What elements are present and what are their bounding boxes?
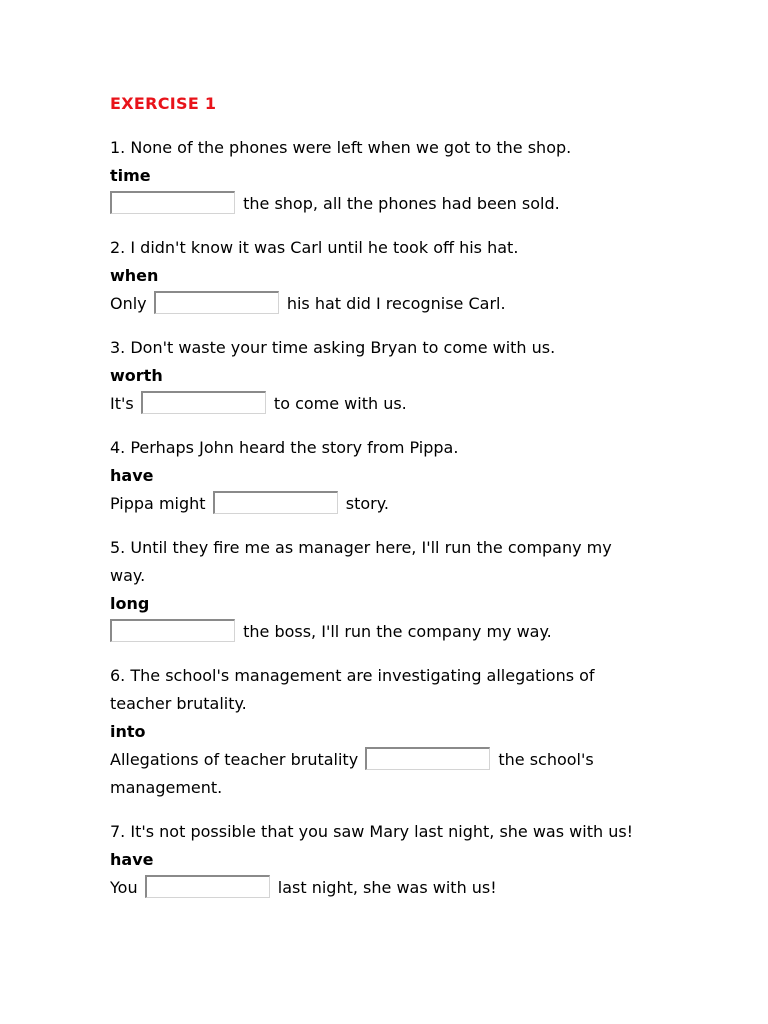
answer-after-text: story. [345,494,389,513]
answer-before-text: Pippa might [110,494,206,513]
question-1 [110,134,710,218]
question-2 [110,234,710,318]
answer-line [110,618,710,646]
question-prompt: 2. I didn't know it was Carl until he took off his hat. [110,238,519,257]
answer-input-4[interactable] [213,491,338,514]
question-4 [110,434,710,518]
question-keyword: long [110,594,150,613]
answer-input-3[interactable] [141,391,266,414]
answer-input-6[interactable] [365,747,490,770]
answer-after-text: his hat did I recognise Carl. [286,294,506,313]
answer-line [110,746,630,802]
answer-input-5[interactable] [110,619,235,642]
question-prompt: 7. It's not possible that you saw Mary last night, she was with us! [110,822,634,841]
exercise-page [110,90,710,918]
question-5 [110,534,710,646]
question-keyword: have [110,850,154,869]
answer-line [110,874,710,902]
question-keyword: into [110,722,146,741]
answer-line [110,490,710,518]
question-3 [110,334,710,418]
answer-input-1[interactable] [110,191,235,214]
answer-input-2[interactable] [154,291,279,314]
question-6 [110,662,710,802]
exercise-title: EXERCISE 1 [110,94,217,113]
question-7 [110,818,710,902]
answer-before-text: Only [110,294,147,313]
answer-line [110,390,710,418]
question-keyword: have [110,466,154,485]
question-prompt: 6. The school's management are investigating allegations of teacher brutality. [110,666,595,713]
answer-line [110,290,710,318]
answer-after-text: to come with us. [273,394,407,413]
answer-input-7[interactable] [145,875,270,898]
answer-line [110,190,710,218]
answer-before-text: It's [110,394,134,413]
answer-after-text: last night, she was with us! [277,878,497,897]
answer-before-text: Allegations of teacher brutality [110,750,359,769]
question-prompt: 5. Until they fire me as manager here, I'll run the company my way. [110,538,612,585]
question-keyword: worth [110,366,163,385]
question-keyword: time [110,166,151,185]
answer-after-text: the school's management. [110,750,594,797]
question-prompt: 3. Don't waste your time asking Bryan to come with us. [110,338,556,357]
question-prompt: 4. Perhaps John heard the story from Pippa. [110,438,459,457]
question-keyword: when [110,266,159,285]
answer-before-text: You [110,878,138,897]
answer-after-text: the boss, I'll run the company my way. [243,622,552,641]
question-prompt: 1. None of the phones were left when we got to the shop. [110,138,572,157]
answer-after-text: the shop, all the phones had been sold. [243,194,560,213]
